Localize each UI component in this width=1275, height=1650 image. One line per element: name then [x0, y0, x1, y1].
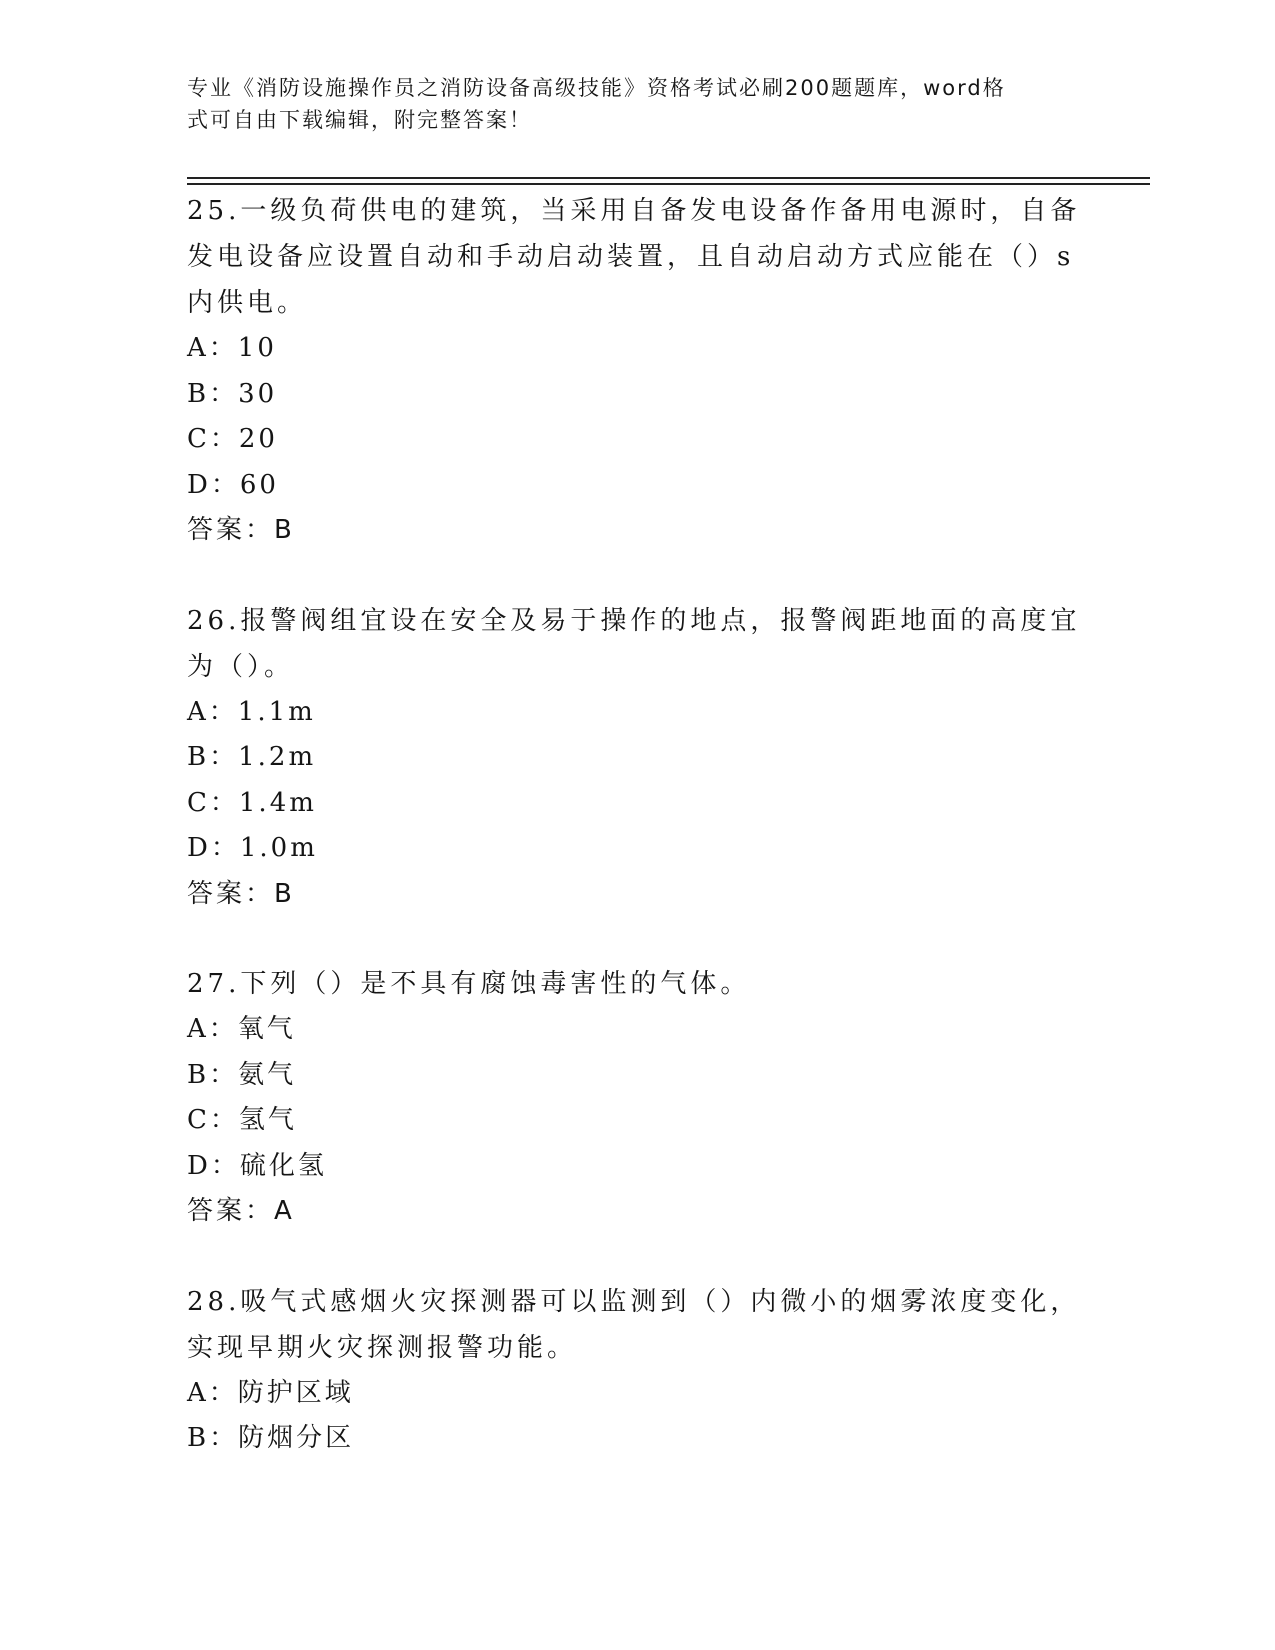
option-b: B：防烟分区	[187, 1423, 355, 1453]
header-divider-top	[187, 177, 1150, 179]
option-b: B：氨气	[187, 1059, 297, 1090]
answer-line: 答案：B	[187, 878, 295, 909]
question-text: 27.下列（）是不具有腐蚀毒害性的气体。	[187, 969, 751, 999]
option-a: A：1.1m	[187, 696, 316, 727]
header-line-2: 式可自由下载编辑，附完整答案！	[187, 108, 532, 132]
option-d: D：60	[187, 469, 279, 500]
question-25	[187, 188, 1087, 554]
answer-line: 答案：A	[187, 1196, 295, 1226]
option-c: C：氢气	[187, 1105, 297, 1135]
option-b: B：1.2m	[187, 742, 317, 772]
option-a: A：防护区域	[187, 1377, 354, 1408]
answer-line: 答案：B	[187, 515, 295, 545]
question-list	[187, 188, 1087, 1506]
option-c: C：1.4m	[187, 787, 317, 818]
question-text: 25.一级负荷供电的建筑，当采用自备发电设备作备用电源时，自备发电设备应设置自动和手动启动装置，且自动启动方式应能在（）s内供电。	[187, 196, 1081, 318]
option-d: D：硫化氢	[187, 1150, 327, 1181]
header-line-1: 专业《消防设施操作员之消防设备高级技能》资格考试必刷200题题库，word格	[187, 76, 1006, 100]
header-divider-bottom	[187, 183, 1150, 185]
option-a: A：10	[187, 333, 277, 363]
question-27	[187, 961, 1087, 1235]
option-a: A：氧气	[187, 1014, 296, 1044]
option-c: C：20	[187, 424, 278, 454]
question-28	[187, 1279, 1087, 1462]
option-b: B：30	[187, 378, 278, 409]
document-header	[187, 72, 1067, 136]
question-text: 28.吸气式感烟火灾探测器可以监测到（）内微小的烟雾浓度变化，实现早期火灾探测报警功能。	[187, 1286, 1081, 1363]
question-text: 26.报警阀组宜设在安全及易于操作的地点，报警阀距地面的高度宜为（）。	[187, 605, 1081, 682]
question-26	[187, 598, 1087, 918]
option-d: D：1.0m	[187, 833, 318, 863]
